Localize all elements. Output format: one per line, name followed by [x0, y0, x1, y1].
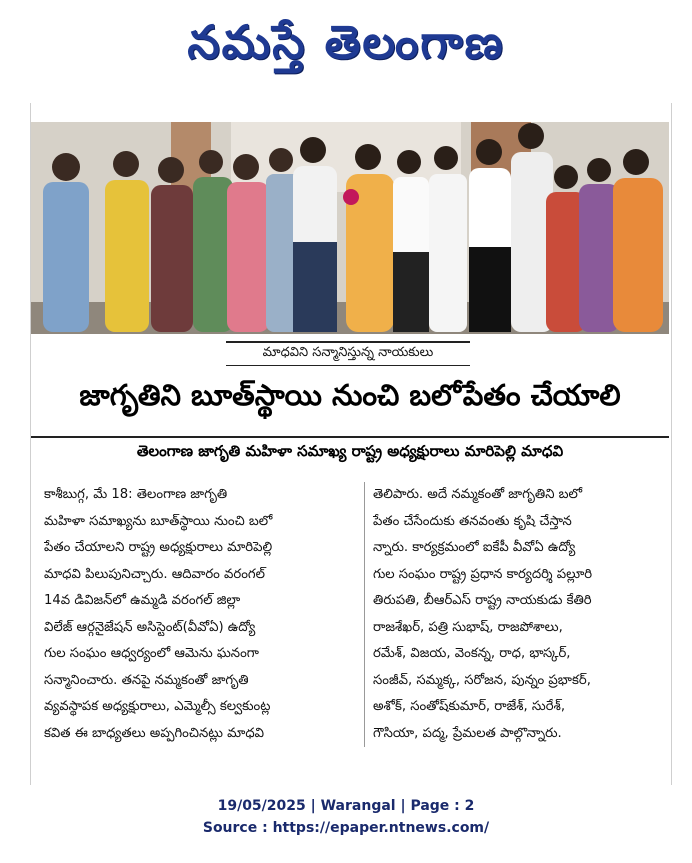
date-edition-line: 19/05/2025 | Warangal | Page : 2: [217, 798, 475, 814]
body-line: గుల సంఘం రాష్ట్ర ప్రధాన కార్యదర్శి పల్లూరి: [373, 566, 593, 582]
body-line: 14వ డివిజన్‌లో ఉమ్మడి వరంగల్ జిల్లా: [44, 593, 241, 608]
body-line: రమేశ్, విజయ, వెంకన్న, రాధ, భాస్కర్,: [373, 646, 571, 661]
body-line: మహిళా సమాఖ్యను బూత్‌స్థాయి నుంచి బలో: [44, 513, 273, 529]
body-line: మాధవి పిలుపునిచ్చారు. ఆదివారం వరంగల్: [44, 566, 265, 582]
body-line: సన్మానించారు. తనపై నమ్మకంతో జాగృతి: [44, 672, 249, 688]
body-line: విలేజ్ ఆర్గనైజేషన్ అసిస్టెంట్(వీవోఏ) ఉద్యో: [44, 619, 256, 635]
body-line: గుల సంఘం ఆధ్వర్యంలో ఆమెను ఘనంగా: [44, 646, 259, 661]
article-column-left: [44, 482, 356, 747]
body-line: సంజీవ్, సమ్మక్క, సరోజన, పున్నం ప్రభాకర్,: [373, 672, 591, 688]
body-line: అశోక్, సంతోష్‌కుమార్, రాజేశ్, సురేశ్,: [373, 699, 566, 714]
body-line: వ్యవస్థాపక అధ్యక్షురాలు, ఎమ్మెల్సీ కల్వకుంట్ల: [44, 699, 271, 714]
body-line: తెలిపారు. అదే నమ్మకంతో జాగృతిని బలో: [373, 487, 583, 502]
body-line: న్నారు. కార్యక్రమంలో ఐకేపీ వీవోఏ ఉద్యో: [373, 540, 576, 555]
article-headline: జాగృతిని బూత్‌స్థాయి నుంచి బలోపేతం చేయాలి: [79, 378, 621, 412]
body-line: పేతం చేయాలని రాష్ట్ర అధ్యక్షురాలు మారిపెల్లి: [44, 540, 273, 555]
newspaper-logo: నమస్తే తెలంగాణ: [187, 14, 505, 69]
body-line: రాజశేఖర్, పత్రి సుభాష్, రాజపోశాలు,: [373, 619, 563, 635]
masthead: [0, 0, 692, 95]
body-line: తిరుపతి, బీఆర్‌ఎస్ రాష్ట్ర నాయకుడు కేతిరి: [373, 593, 592, 608]
article-column-right: [364, 482, 673, 747]
source-url-line: Source : https://epaper.ntnews.com/: [202, 820, 490, 836]
body-line: కవిత ఈ బాధ్యతలు అప్పగించినట్లు మాధవి: [44, 725, 265, 741]
article-subheadline: తెలంగాణ జాగృతి మహిళా సమాఖ్య రాష్ట్ర అధ్యక్షురాలు మారిపెల్లి మాధవి: [31, 436, 669, 468]
news-photo: [31, 122, 669, 334]
source-footer: [0, 795, 692, 855]
body-line: పేతం చేసేందుకు తనవంతు కృషి చేస్తాన: [373, 513, 572, 529]
body-line: గౌసియా, పద్మ, ప్రేమలత పాల్గొన్నారు.: [373, 725, 562, 741]
body-line: కాశీబుగ్గ, మే 18: తెలంగాణ జాగృతి: [44, 487, 228, 502]
photo-caption: మాధవిని సన్మానిస్తున్న నాయకులు: [226, 341, 470, 366]
